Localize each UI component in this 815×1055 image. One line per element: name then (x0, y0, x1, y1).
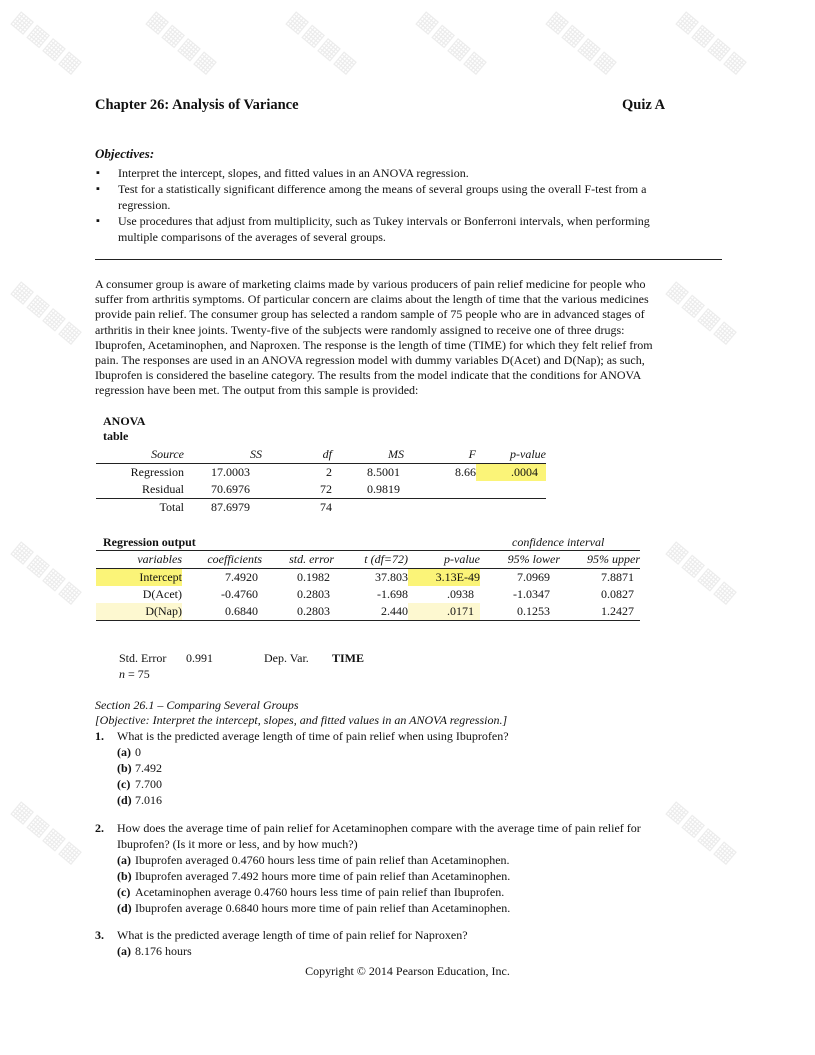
objectives-divider (95, 259, 722, 260)
dnap-pvalue-highlight: .0171 (408, 603, 480, 621)
table-row: Regression 17.0003 2 8.5001 8.66 .0004 (96, 464, 546, 482)
anova-title: ANOVA table (103, 414, 146, 443)
question-2: 2. How does the average time of pain relief for Acetaminophen compare with the average time of pain relief for Ibuprofen? (Is it more or less, and by how much?) (a) Ibuprofen averaged 0.4760 hours less time of pain relief than Acetaminophen. (b) Ibuprofen averaged 7.492 hours more time of pain relief than Acetaminophen. (c) Acetaminophen average 0.4760 hours less time of pain relief than Ibuprofen. (d) Ibuprofen average 0.6840 hours more time of pain relief than Acetaminophen. (95, 821, 641, 915)
table-row: D(Acet) -0.4760 0.2803 -1.698 .0938 -1.0347 0.0827 (142, 587, 634, 601)
objective-item: ▪ Interpret the intercept, slopes, and fitted values in an ANOVA regression. (95, 165, 725, 181)
anova-pvalue-highlight: .0004 (476, 464, 546, 482)
answer-option: (d) 7.016 (117, 793, 162, 807)
answer-option: (b) Ibuprofen averaged 7.492 hours more time of pain relief than Acetaminophen. (117, 869, 511, 883)
std-error-label: Std. Error (119, 651, 167, 665)
question-1: 1. What is the predicted average length of time of pain relief when using Ibuprofen? (a) 0 (b) 7.492 (c) 7.700 (d) 7.016 (95, 729, 509, 807)
section-title: Section 26.1 – Comparing Several Groups (95, 698, 299, 712)
anova-header-row: Source SS df MS F p-value (96, 446, 546, 464)
dnap-highlight: D(Nap) (96, 603, 182, 621)
answer-option: (a) Ibuprofen averaged 0.4760 hours less time of pain relief than Acetaminophen. (117, 853, 510, 867)
regression-title: Regression output (103, 535, 196, 549)
answer-option: (a) 8.176 hours (117, 944, 192, 958)
std-error-value: 0.991 (186, 651, 213, 665)
answer-option: (a) 0 (117, 745, 141, 759)
quiz-label: Quiz A (622, 97, 666, 113)
intercept-highlight: Intercept (96, 569, 182, 587)
question-3: 3. What is the predicted average length of time of pain relief for Naproxen? (a) 8.176 hours (95, 928, 468, 958)
objective-item: ▪ Use procedures that adjust from multiplicity, such as Tukey intervals or Bonferroni intervals, when performing multiple comparisons of the averages of several groups. (95, 213, 725, 245)
answer-option: (c) 7.700 (117, 777, 162, 791)
dep-var-value: TIME (332, 651, 365, 665)
table-row: Residual 70.6976 72 0.9819 (142, 482, 400, 496)
regression-header-row: variables coefficients std. error t (df=72) p-value 95% lower 95% upper (96, 551, 640, 569)
table-row: Total 87.6979 74 (96, 499, 546, 517)
chapter-title: Chapter 26: Analysis of Variance (95, 97, 299, 113)
copyright-footer: Copyright © 2014 Pearson Education, Inc. (305, 964, 510, 978)
dep-var-label: Dep. Var. (264, 651, 309, 665)
intercept-pvalue-highlight: 3.13E-49 (408, 569, 480, 587)
question-2-options (117, 852, 510, 916)
table-row: Intercept 7.4920 0.1982 37.803 3.13E-49 7.0969 7.8871 (96, 569, 640, 587)
confidence-interval-label: confidence interval (512, 535, 605, 549)
answer-option: (b) 7.492 (117, 761, 162, 775)
section-objective: [Objective: Interpret the intercept, slopes, and fitted values in an ANOVA regression.] (95, 713, 508, 727)
answer-option: (c) Acetaminophen average 0.4760 hours less time of pain relief than Ibuprofen. (117, 885, 505, 899)
question-1-options (117, 744, 162, 808)
answer-option: (d) Ibuprofen average 0.6840 hours more time of pain relief than Acetaminophen. (117, 901, 511, 915)
question-3-options (117, 943, 192, 959)
table-row: D(Nap) 0.6840 0.2803 2.440 .0171 0.1253 1.2427 (96, 603, 640, 621)
objective-item: ▪ Test for a statistically significant difference among the means of several groups using the overall F-test from a regression. (95, 181, 725, 213)
anova-table (96, 446, 546, 516)
regression-table (96, 550, 640, 621)
intro-paragraph: A consumer group is aware of marketing claims made by various producers of pain relief medicine for people who suffer from arthritis symptoms. Of particular concern are claims about the length of time that the various medicines provide pain relief. The consumer group has selected a random sample of 75 people who are in advanced stages of arthritis in their knee joints. Twenty-five of the subjects were randomly assigned to receive one of three drugs: Ibuprofen, Acetaminophen, and Naproxen. The response is the length of time (TIME) for which they felt relief from pain. The responses are used in an ANOVA regression model with dummy variables D(Acet) and D(Nap); as such, Ibuprofen is considered the baseline category. The results from the model indicate that the conditions for ANOVA regression have been met. The output from this sample is provided: (95, 277, 653, 398)
sample-size: n = 75 (119, 667, 150, 681)
objectives-heading: Objectives: (95, 146, 155, 161)
objectives-list (95, 165, 725, 245)
